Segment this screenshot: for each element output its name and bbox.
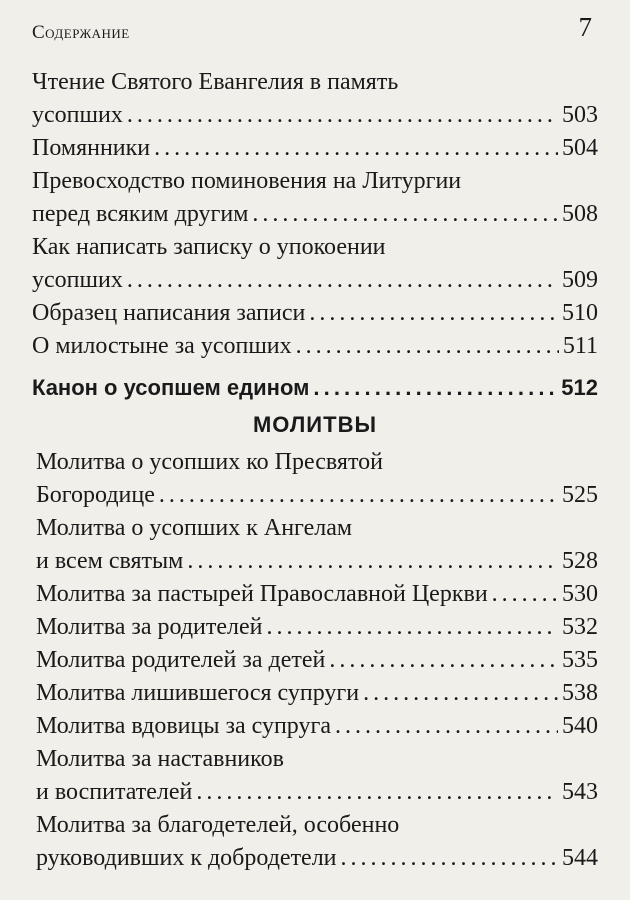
toc-entry-last-line: [32, 330, 598, 363]
toc-entry-page: 535: [562, 647, 598, 673]
toc-entry-page: 525: [562, 482, 598, 508]
toc-entry-page: 508: [562, 201, 598, 227]
toc-entry-last-line: [32, 99, 598, 132]
leader-dots: [127, 264, 558, 297]
toc-entry[interactable]: [36, 743, 598, 809]
toc-entry-line: Молитва о усопших к Ангелам: [36, 515, 353, 541]
toc-entry-last-line: [32, 198, 598, 231]
toc-entry[interactable]: [32, 165, 598, 231]
toc-entry-canon[interactable]: [32, 371, 598, 404]
toc-entry-page: 543: [562, 779, 598, 805]
toc-entry-title: Канон о усопшем едином: [32, 375, 310, 400]
toc-entry[interactable]: [36, 710, 598, 743]
toc-entry-title: усопших: [32, 267, 123, 293]
toc-entry-page: 528: [562, 548, 598, 574]
toc-entries-prayers: [36, 446, 598, 875]
toc-entry-title: Молитва вдовицы за супруга: [36, 713, 331, 739]
leader-dots: [363, 677, 558, 710]
toc-entry-page: 538: [562, 680, 598, 706]
toc-entry-page: 510: [562, 300, 598, 326]
table-of-contents: [32, 66, 598, 875]
section-heading: МОЛИТВЫ: [252, 412, 377, 437]
toc-entry-line: Молитва о усопших ко Пресвятой: [36, 449, 383, 475]
toc-entry-page: 509: [562, 267, 598, 293]
toc-entry-line: Молитва за наставников: [36, 746, 284, 772]
toc-entry-last-line: [32, 297, 598, 330]
toc-entry-last-line: [36, 611, 598, 644]
toc-entry-title: Молитва за родителей: [36, 614, 263, 640]
toc-entry[interactable]: [32, 132, 598, 165]
toc-entry-title: Молитва родителей за детей: [36, 647, 326, 673]
toc-entry-title: перед всяким другим: [32, 201, 249, 227]
toc-entry-title: Молитва за пастырей Православной Церкви: [36, 581, 488, 607]
toc-entry[interactable]: [36, 611, 598, 644]
toc-entry-title: руководивших к добродетели: [36, 845, 337, 871]
toc-entry-last-line: [36, 644, 598, 677]
leader-dots: [196, 776, 558, 809]
leader-dots: [329, 644, 558, 677]
toc-entry-page: 540: [562, 713, 598, 739]
toc-entries-top: [32, 66, 598, 363]
toc-entry-line: Чтение Святого Евангелия в память: [32, 69, 399, 95]
toc-entry-last-line: [32, 264, 598, 297]
toc-entry[interactable]: [32, 231, 598, 297]
toc-entry-title: и воспитателей: [36, 779, 193, 805]
toc-entry[interactable]: [32, 297, 598, 330]
toc-entry-last-line: [36, 545, 598, 578]
toc-entry-last-line: [36, 776, 598, 809]
leader-dots: [313, 371, 557, 404]
toc-entry-last-line: [36, 578, 598, 611]
toc-entry-last-line: [36, 479, 598, 512]
toc-entry-page: 504: [562, 135, 598, 161]
leader-dots: [127, 99, 558, 132]
leader-dots: [267, 611, 558, 644]
leader-dots: [309, 297, 558, 330]
toc-entry-title: Богородице: [36, 482, 155, 508]
toc-entry[interactable]: [32, 66, 598, 132]
toc-entry-last-line: [36, 842, 598, 875]
toc-entry-line: Как написать записку о упокоении: [32, 234, 386, 260]
leader-dots: [154, 132, 558, 165]
toc-entry-page: 532: [562, 614, 598, 640]
leader-dots: [341, 842, 558, 875]
toc-entry-line: Превосходство поминовения на Литургии: [32, 168, 462, 194]
leader-dots: [159, 479, 558, 512]
toc-entry-title: Помянники: [32, 135, 151, 161]
toc-entry-last-line: [36, 677, 598, 710]
toc-entry-page: 544: [562, 845, 598, 871]
toc-entry-title: усопших: [32, 102, 123, 128]
toc-entry[interactable]: [36, 644, 598, 677]
leader-dots: [296, 330, 559, 363]
toc-entry-page: 503: [562, 102, 598, 128]
page-header: [32, 8, 602, 42]
toc-entry[interactable]: [32, 330, 598, 363]
leader-dots: [492, 578, 558, 611]
leader-dots: [187, 545, 558, 578]
toc-entry-page: 511: [562, 333, 598, 359]
toc-entry-last-line: [32, 132, 598, 165]
toc-entry-last-line: [36, 710, 598, 743]
running-title: Содержание: [32, 22, 130, 43]
page-number: 7: [578, 12, 592, 42]
leader-dots: [252, 198, 558, 231]
toc-entry-title: Молитва лишившегося супруги: [36, 680, 360, 706]
toc-entry[interactable]: [36, 512, 598, 578]
leader-dots: [335, 710, 558, 743]
toc-entry[interactable]: [36, 677, 598, 710]
toc-entry-title: Образец написания записи: [32, 300, 306, 326]
toc-entry-title: и всем святым: [36, 548, 184, 574]
toc-entry[interactable]: [36, 809, 598, 875]
toc-entry[interactable]: [36, 446, 598, 512]
toc-entry-page: 530: [562, 581, 598, 607]
toc-entry-line: Молитва за благодетелей, особенно: [36, 812, 400, 838]
toc-entry-page: 512: [561, 375, 598, 400]
toc-entry-title: О милостыне за усопших: [32, 333, 292, 359]
toc-entry[interactable]: [36, 578, 598, 611]
